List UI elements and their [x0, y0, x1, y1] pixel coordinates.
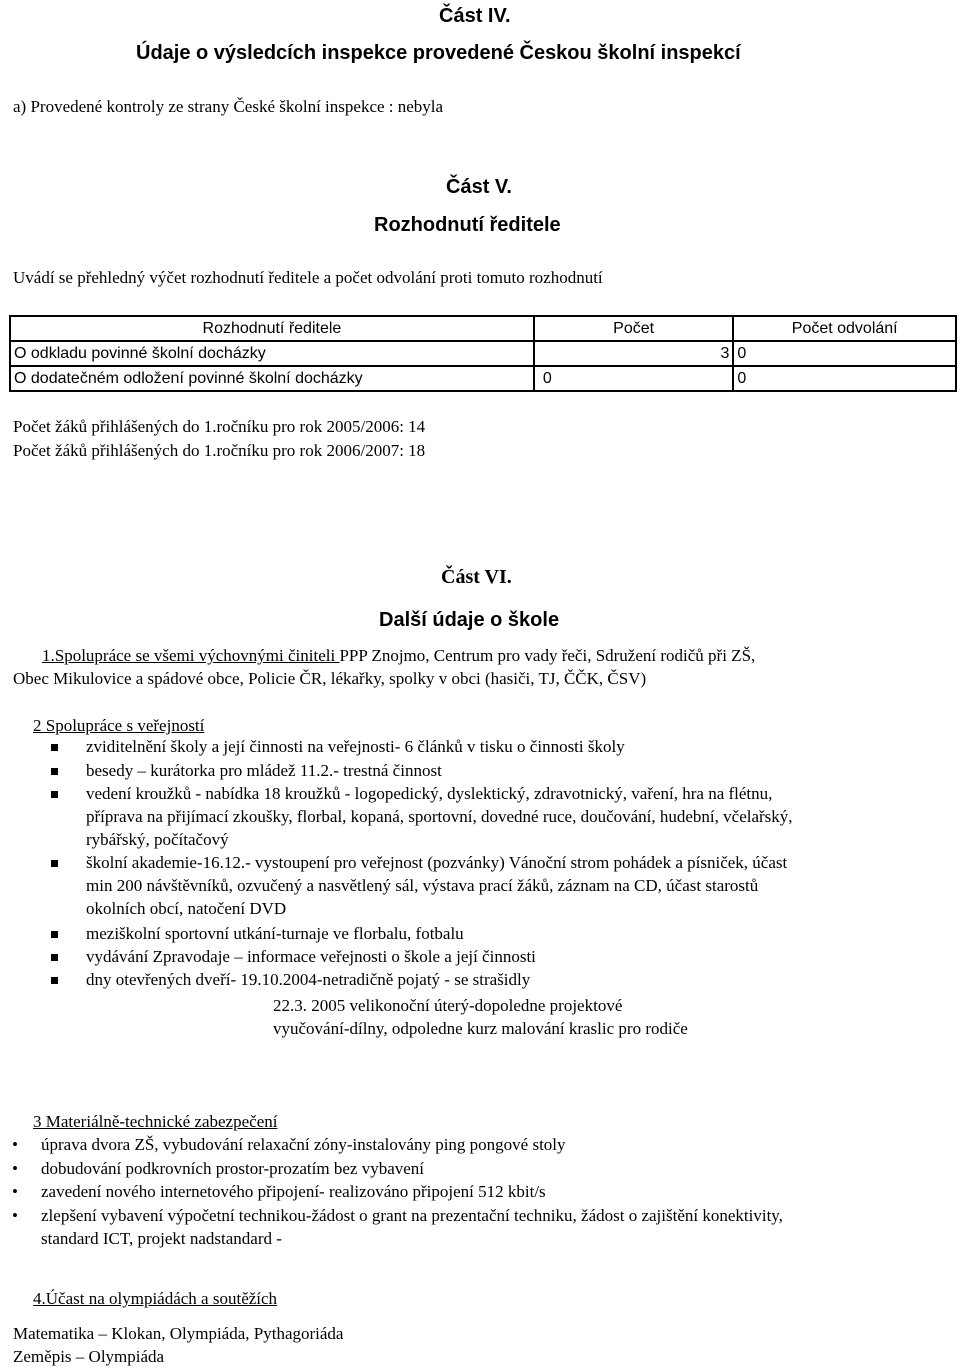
public-item-line: besedy – kurátorka pro mládež 11.2.- trestná činnost — [86, 761, 442, 780]
table-row — [10, 341, 956, 366]
square-bullet-icon — [51, 954, 58, 961]
table-header-count: Počet — [534, 316, 734, 341]
part5-title: Část V. — [446, 176, 512, 198]
bullet-icon: • — [12, 1182, 18, 1201]
table-row — [10, 366, 956, 391]
table-header-appeals: Počet odvolání — [733, 316, 956, 341]
public-item-line: zviditelnění školy a její činnosti na veřejnosti- 6 článků v tisku o činnosti školy — [86, 737, 625, 756]
square-bullet-icon — [51, 977, 58, 984]
public-item-line: příprava na přijímací zkoušky, florbal, kopaná, sportovní, dovedné ruce, doučování, hudební, včelařský, — [86, 807, 793, 826]
public-item-line: meziškolní sportovní utkání-turnaje ve florbalu, fotbalu — [86, 924, 464, 943]
table-cell: 0 — [733, 366, 956, 391]
table-cell: 0 — [733, 341, 956, 366]
table-cell: 3 — [534, 341, 734, 366]
table-cell: O dodatečném odložení povinné školní docházky — [10, 366, 534, 391]
cooperation-heading: 1.Spolupráce se všemi výchovnými činiteli — [42, 646, 340, 665]
public-item-line: dny otevřených dveří- 19.10.2004-netradičně pojatý - se strašidly — [86, 970, 531, 989]
material-item-line: zavedení nového internetového připojení- realizováno připojení 512 kbit/s — [41, 1182, 546, 1201]
enrolment-2005: Počet žáků přihlášených do 1.ročníku pro rok 2005/2006: 14 — [13, 417, 426, 436]
bullet-icon: • — [12, 1159, 18, 1178]
decisions-table — [9, 315, 957, 392]
olympiad-heading: 4.Účast na olympiádách a soutěžích — [33, 1289, 278, 1308]
olympiad-item: Matematika – Klokan, Olympiáda, Pythagoriáda — [13, 1324, 344, 1343]
public-item-line: vedení kroužků - nabídka 18 kroužků - logopedický, dyslektický, zdravotnický, vaření, hra na flétnu, — [86, 784, 773, 803]
material-item-line: dobudování podkrovních prostor-prozatím bez vybavení — [41, 1159, 425, 1178]
table-cell: O odkladu povinné školní docházky — [10, 341, 534, 366]
square-bullet-icon — [51, 791, 58, 798]
open-day-extra-1: 22.3. 2005 velikonoční úterý-dopoledne projektové — [273, 996, 623, 1015]
part5-intro: Uvádí se přehledný výčet rozhodnutí ředitele a počet odvolání proti tomuto rozhodnutí — [13, 268, 603, 287]
material-heading: 3 Materiálně-technické zabezpečení — [33, 1112, 278, 1131]
olympiad-item: Zeměpis – Olympiáda — [13, 1347, 165, 1366]
cooperation-line-2: Obec Mikulovice a spádové obce, Policie ČR, lékařky, spolky v obci (hasiči, TJ, ČČK, ČSV) — [13, 669, 647, 688]
public-item-line: školní akademie-16.12.- vystoupení pro veřejnost (pozvánky) Vánoční strom pohádek a písniček, účast — [86, 853, 788, 872]
cooperation-line-1 — [42, 646, 755, 666]
square-bullet-icon — [51, 768, 58, 775]
material-item-line: úprava dvora ZŠ, vybudování relaxační zóny-instalovány ping pongové stoly — [41, 1135, 566, 1154]
material-item-line: standard ICT, projekt nadstandard - — [41, 1229, 282, 1248]
enrolment-2006: Počet žáků přihlášených do 1.ročníku pro rok 2006/2007: 18 — [13, 441, 426, 460]
square-bullet-icon — [51, 931, 58, 938]
part4-subtitle: Údaje o výsledcích inspekce provedené Českou školní inspekcí — [136, 42, 741, 64]
table-cell: 0 — [534, 366, 734, 391]
part6-title: Část VI. — [441, 566, 512, 588]
public-item-line: okolních obcí, natočení DVD — [86, 899, 287, 918]
part4-item-a: a) Provedené kontroly ze strany České školní inspekce : nebyla — [13, 97, 444, 116]
public-item-line: rybářský, počítačový — [86, 830, 229, 849]
part6-subtitle: Další údaje o škole — [379, 609, 560, 631]
part5-subtitle: Rozhodnutí ředitele — [374, 214, 561, 236]
public-item-line: vydávání Zpravodaje – informace veřejnosti o škole a její činnosti — [86, 947, 536, 966]
square-bullet-icon — [51, 744, 58, 751]
part4-title: Část IV. — [439, 5, 511, 27]
public-heading: 2 Spolupráce s veřejností — [33, 716, 205, 735]
material-item-line: zlepšení vybavení výpočetní technikou-žádost o grant na prezentační techniku, žádost o zajištění konektivity, — [41, 1206, 783, 1225]
open-day-extra-2: vyučování-dílny, odpoledne kurz malování kraslic pro rodiče — [273, 1019, 688, 1038]
cooperation-partners: PPP Znojmo, Centrum pro vady řeči, Sdružení rodičů při ZŠ, — [339, 646, 756, 665]
bullet-icon: • — [12, 1206, 18, 1225]
table-header-decision: Rozhodnutí ředitele — [10, 316, 534, 341]
table-header-row — [10, 316, 956, 341]
public-item-line: min 200 návštěvníků, ozvučený a nasvětlený sál, výstava prací žáků, záznam na CD, účast starostů — [86, 876, 759, 895]
square-bullet-icon — [51, 860, 58, 867]
bullet-icon: • — [12, 1135, 18, 1154]
